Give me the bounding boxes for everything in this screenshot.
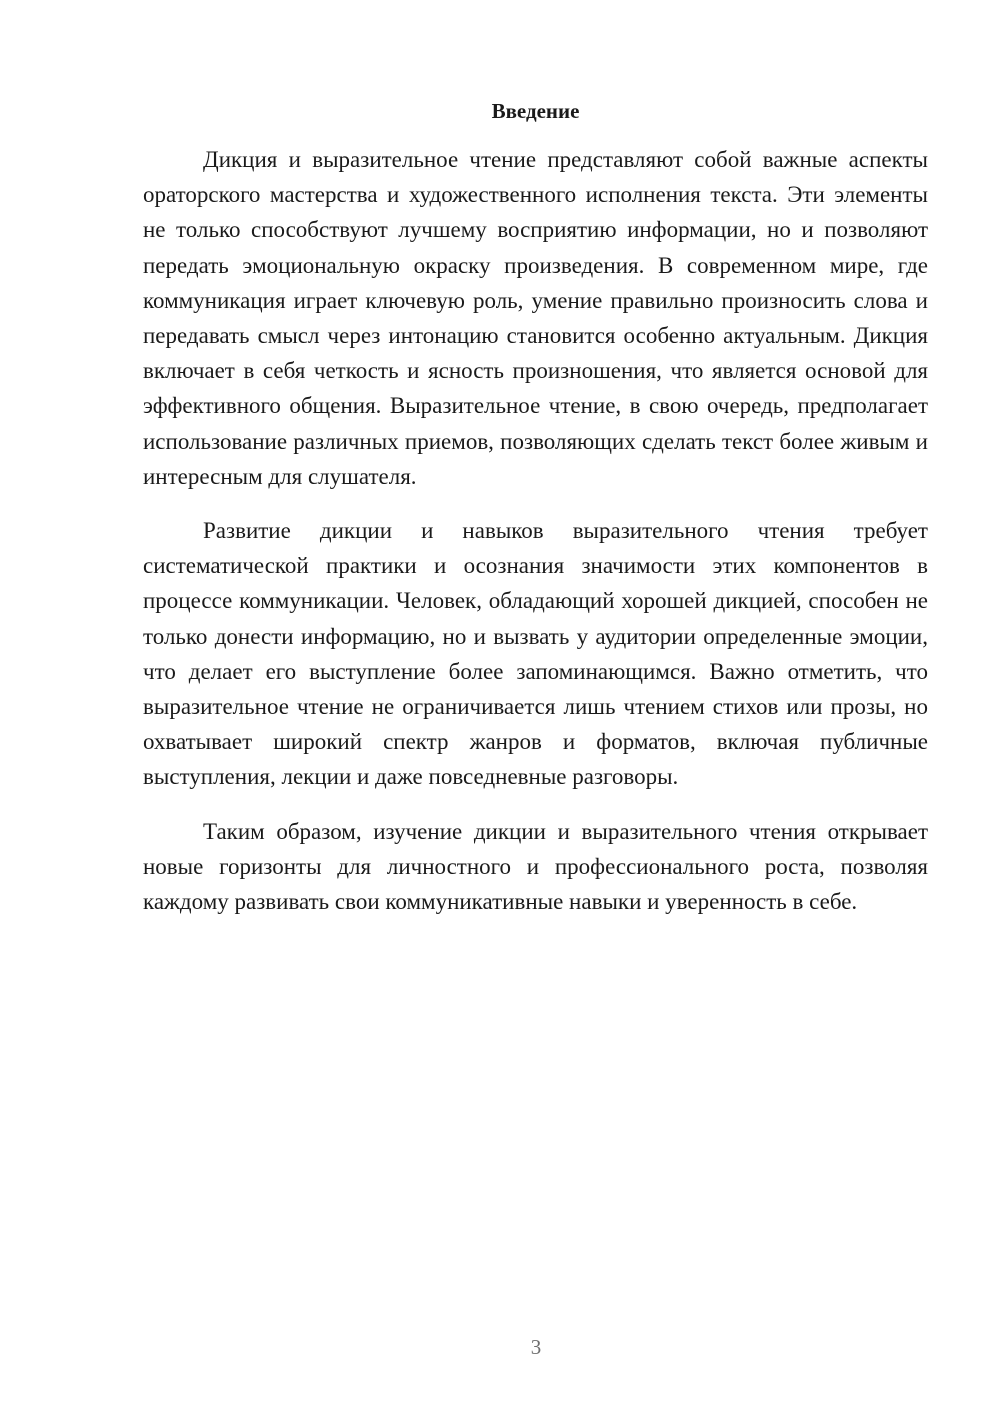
paragraph-3: Таким образом, изучение дикции и выразительного чтения открывает новые горизонты для личностного и профессионального роста, позволяя каждому развивать свои коммуникативные навыки и уверенность в себе. [143, 818, 928, 915]
page-title: Введение [491, 99, 580, 123]
page-number: 3 [530, 1335, 542, 1359]
paragraph-1: Дикция и выразительное чтение представляют собой важные аспекты ораторского мастерства и художественного исполнения текста. Эти элементы не только способствуют лучшему восприятию информации, но и позволяют передать эмоциональную окраску произведения. В современном мире, где коммуникация играет ключевую роль, умение правильно произносить слова и передавать смысл через интонацию становится особенно актуальным. Дикция включает в себя четкость и ясность произношения, что является основой для эффективного общения. Выразительное чтение, в свою очередь, предполагает использование различных приемов, позволяющих сделать текст более живым и интересным для слушателя. [143, 147, 928, 489]
paragraph-2: Развитие дикции и навыков выразительного чтения требует систематической практики и осознания значимости этих компонентов в процессе коммуникации. Человек, обладающий хорошей дикцией, способен не только донести информацию, но и вызвать у аудитории определенные эмоции, что делает его выступление более запоминающимся. Важно отметить, что выразительное чтение не ограничивается лишь чтением стихов или прозы, но охватывает широкий спектр жанров и форматов, включая публичные выступления, лекции и даже повседневные разговоры. [143, 518, 928, 790]
body-text [143, 142, 928, 938]
